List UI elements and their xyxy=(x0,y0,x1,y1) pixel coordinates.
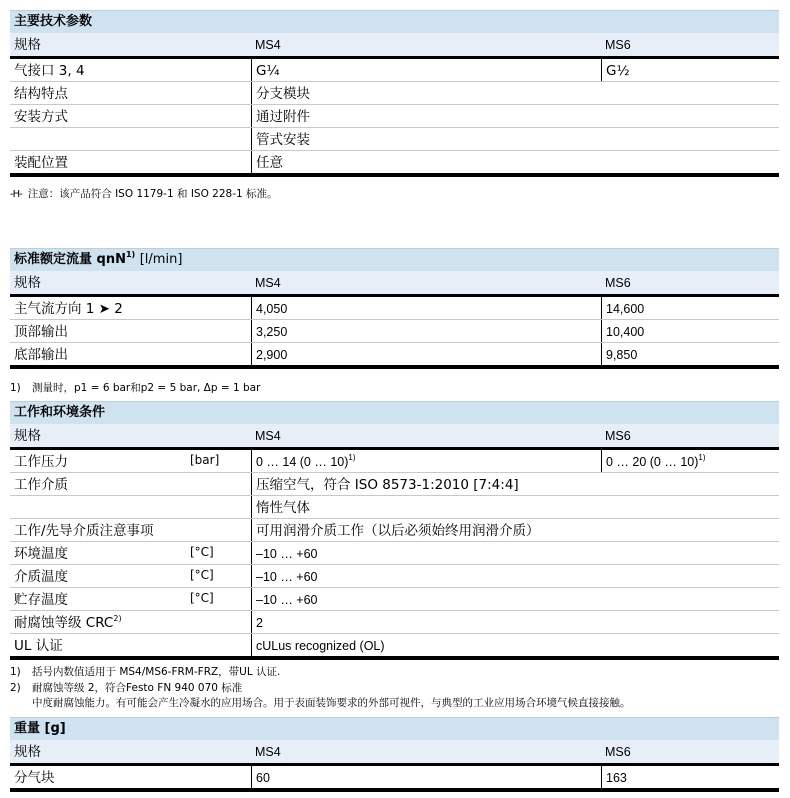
row-label: 结构特点 xyxy=(14,86,68,102)
row-label: 工作压力 xyxy=(14,454,68,470)
row-label xyxy=(10,496,251,518)
footnote-number: 1) xyxy=(10,666,21,678)
cell-merged: –10 … +60 xyxy=(251,542,779,564)
cell-ms6: 14,600 xyxy=(601,297,779,319)
cell-ms4: 2,900 xyxy=(251,343,601,365)
footnote-ref: 1) xyxy=(698,453,706,462)
cell-merged: 惰性气体 xyxy=(251,496,779,518)
table-row xyxy=(10,343,779,365)
cell-ms6: 9,850 xyxy=(601,343,779,365)
row-label: UL 认证 xyxy=(14,638,63,654)
table-row xyxy=(10,82,779,105)
spec-label: 规格 xyxy=(14,428,41,444)
table-row xyxy=(10,565,779,588)
row-label xyxy=(10,611,251,633)
cell-ms4: G¼ xyxy=(251,59,601,81)
spec-ms6: MS6 xyxy=(605,38,631,52)
crc-label: 耐腐蚀等级 CRC xyxy=(14,615,114,631)
table-row xyxy=(10,473,779,496)
table-row xyxy=(10,611,779,634)
row-label: 气接口 3, 4 xyxy=(14,63,85,79)
row-label: 底部输出 xyxy=(14,347,68,363)
row-label xyxy=(10,128,251,150)
row-label: 工作/先导介质注意事项 xyxy=(14,523,154,539)
footnote-text: 测量时，p1 = 6 bar和p2 = 5 bar, Δp = 1 bar xyxy=(32,382,261,394)
row-unit: [°C] xyxy=(190,545,214,559)
note-text: 注意：该产品符合 ISO 1179-1 和 ISO 228-1 标准。 xyxy=(27,188,278,200)
cell-ms4: 4,050 xyxy=(251,297,601,319)
table-title: 重量 [g] xyxy=(10,717,779,740)
operating-conditions-table xyxy=(10,401,779,660)
spec-label: 规格 xyxy=(14,744,41,760)
main-technical-data-table xyxy=(10,10,779,177)
spec-ms4: MS4 xyxy=(255,38,281,52)
table-row xyxy=(10,634,779,656)
cell-ms6: 10,400 xyxy=(601,320,779,342)
table-row xyxy=(10,320,779,343)
cell-ms6 xyxy=(601,450,779,472)
cell-merged: cULus recognized (OL) xyxy=(251,634,779,656)
footnote-text: 耐腐蚀等级 2，符合Festo FN 940 070 标准 xyxy=(32,682,243,694)
table-row xyxy=(10,519,779,542)
footnote-ref: 1) xyxy=(348,453,356,462)
conditions-footnote-2-detail xyxy=(10,696,631,710)
spec-ms4: MS4 xyxy=(255,276,281,290)
spec-label: 规格 xyxy=(14,37,41,53)
pressure-ms4-value: 0 … 14 (0 … 10) xyxy=(256,455,349,469)
row-unit: [bar] xyxy=(190,453,220,467)
cell-merged: 2 xyxy=(251,611,779,633)
table-title xyxy=(10,248,779,271)
spec-ms4: MS4 xyxy=(255,745,281,759)
table-row xyxy=(10,151,779,173)
cell-merged: –10 … +60 xyxy=(251,565,779,587)
cell-ms4: 3,250 xyxy=(251,320,601,342)
spec-header-row xyxy=(10,424,779,450)
row-label: 装配位置 xyxy=(14,155,68,171)
footnote-ref: 2) xyxy=(113,614,122,623)
spec-ms6: MS6 xyxy=(605,745,631,759)
spec-ms6: MS6 xyxy=(605,429,631,443)
cell-merged: 压缩空气，符合 ISO 8573-1:2010 [7:4:4] xyxy=(251,473,779,495)
spec-header-row xyxy=(10,271,779,297)
title-footnote: 1) xyxy=(125,250,136,259)
row-label: 主气流方向 1 ➤ 2 xyxy=(14,301,123,317)
row-label: 安装方式 xyxy=(14,109,68,125)
footnote-number: 2) xyxy=(10,682,21,694)
cell-merged: 通过附件 xyxy=(251,105,779,127)
footnote-text: 中度耐腐蚀能力。有可能会产生冷凝水的应用场合。用于表面装饰要求的外部可视件，与典型的工业应用场合环境气候直接接触。 xyxy=(32,697,631,709)
title-text: 标准额定流量 qnN xyxy=(14,252,126,267)
cell-ms6: G½ xyxy=(601,59,779,81)
standards-note xyxy=(10,187,278,202)
cell-ms4 xyxy=(251,450,601,472)
table-row xyxy=(10,542,779,565)
pressure-ms6-value: 0 … 20 (0 … 10) xyxy=(606,455,699,469)
flow-footnote xyxy=(10,381,260,395)
footnote-number: 1) xyxy=(10,382,21,394)
table-row xyxy=(10,297,779,320)
cell-merged: 管式安装 xyxy=(251,128,779,150)
row-unit: [°C] xyxy=(190,591,214,605)
cell-merged: 可用润滑介质工作（以后必须始终用润滑介质） xyxy=(251,519,779,541)
row-label: 介质温度 xyxy=(14,569,68,585)
row-label: 贮存温度 xyxy=(14,592,68,608)
weight-table xyxy=(10,717,779,792)
footnote-text: 括号内数值适用于 MS4/MS6-FRM-FRZ，带UL 认证. xyxy=(32,666,281,678)
table-title: 主要技术参数 xyxy=(10,10,779,33)
row-unit: [°C] xyxy=(190,568,214,582)
cell-merged: 任意 xyxy=(251,151,779,173)
cell-merged: 分支模块 xyxy=(251,82,779,104)
table-title: 工作和环境条件 xyxy=(10,401,779,424)
title-unit: [l/min] xyxy=(139,252,183,267)
spec-ms4: MS4 xyxy=(255,429,281,443)
cell-ms6: 163 xyxy=(601,766,779,788)
flow-rate-table xyxy=(10,248,779,369)
conditions-footnote-1 xyxy=(10,665,280,679)
spec-label: 规格 xyxy=(14,275,41,291)
conditions-footnote-2 xyxy=(10,681,242,695)
cell-ms4: 60 xyxy=(251,766,601,788)
note-icon: -H- xyxy=(10,189,22,200)
row-label: 分气块 xyxy=(14,770,55,786)
spec-ms6: MS6 xyxy=(605,276,631,290)
cell-merged: –10 … +60 xyxy=(251,588,779,610)
table-row xyxy=(10,766,779,788)
table-row xyxy=(10,128,779,151)
row-label: 工作介质 xyxy=(14,477,68,493)
table-row xyxy=(10,59,779,82)
spec-header-row xyxy=(10,33,779,59)
table-row xyxy=(10,588,779,611)
row-label: 环境温度 xyxy=(14,546,68,562)
row-label: 顶部输出 xyxy=(14,324,68,340)
table-row xyxy=(10,496,779,519)
table-row xyxy=(10,450,779,473)
table-row xyxy=(10,105,779,128)
spec-header-row xyxy=(10,740,779,766)
